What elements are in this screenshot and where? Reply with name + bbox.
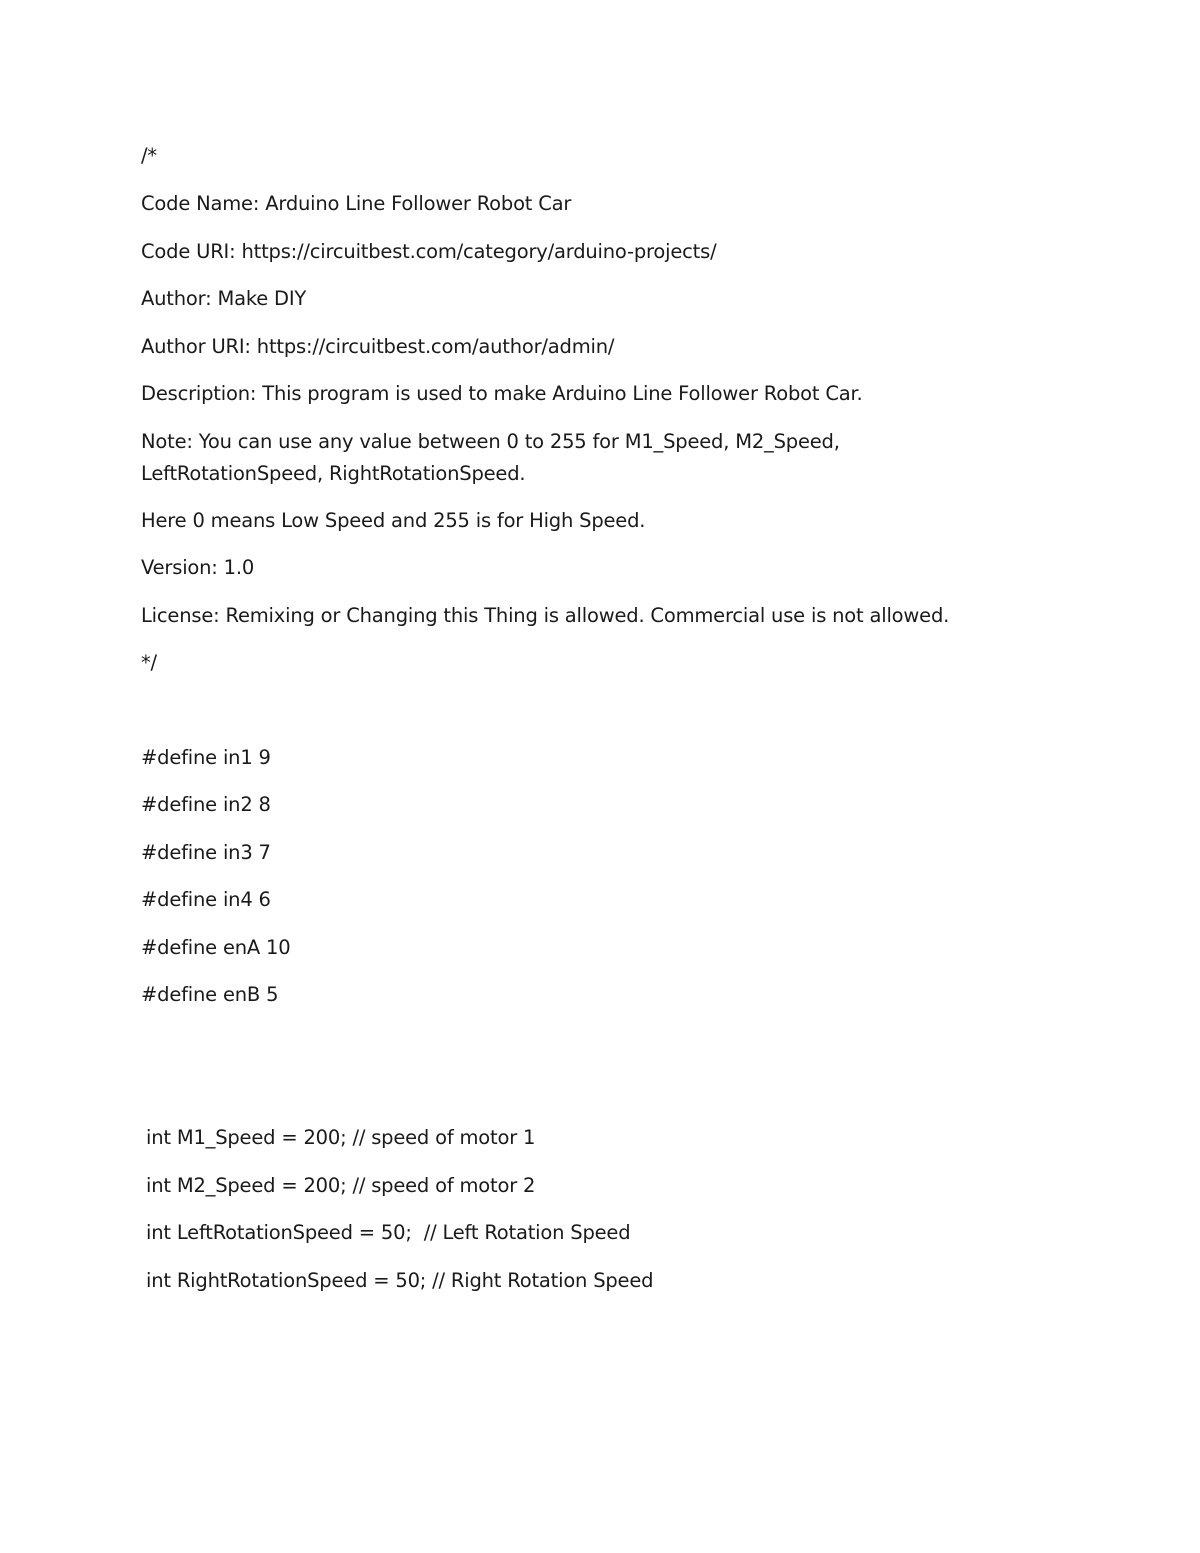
- description-line: Description: This program is used to make Arduino Line Follower Robot Car.: [141, 382, 863, 405]
- define-in1: #define in1 9: [141, 746, 271, 769]
- author-uri-line: Author URI: https://circuitbest.com/author/admin/: [141, 335, 615, 358]
- comment-open: /*: [141, 144, 157, 167]
- code-name-line: Code Name: Arduino Line Follower Robot Car: [141, 192, 572, 215]
- license-line: License: Remixing or Changing this Thing is allowed. Commercial use is not allowed.: [141, 604, 950, 627]
- define-in3: #define in3 7: [141, 841, 271, 864]
- var-m1-speed: int M1_Speed = 200; // speed of motor 1: [146, 1126, 536, 1149]
- define-enB: #define enB 5: [141, 983, 279, 1006]
- var-left-rotation-speed: int LeftRotationSpeed = 50; // Left Rotation Speed: [146, 1221, 631, 1244]
- var-right-rotation-speed: int RightRotationSpeed = 50; // Right Rotation Speed: [146, 1269, 654, 1292]
- code-uri-line: Code URI: https://circuitbest.com/category/arduino-projects/: [141, 240, 717, 263]
- define-in4: #define in4 6: [141, 888, 271, 911]
- speed-note-line: Here 0 means Low Speed and 255 is for High Speed.: [141, 509, 646, 532]
- author-line: Author: Make DIY: [141, 287, 307, 310]
- define-in2: #define in2 8: [141, 793, 271, 816]
- var-m2-speed: int M2_Speed = 200; // speed of motor 2: [146, 1174, 536, 1197]
- comment-close: */: [141, 651, 157, 674]
- note-line-1: Note: You can use any value between 0 to 255 for M1_Speed, M2_Speed,: [141, 430, 840, 453]
- define-enA: #define enA 10: [141, 936, 291, 959]
- note-line-2: LeftRotationSpeed, RightRotationSpeed.: [141, 462, 526, 485]
- version-line: Version: 1.0: [141, 556, 255, 579]
